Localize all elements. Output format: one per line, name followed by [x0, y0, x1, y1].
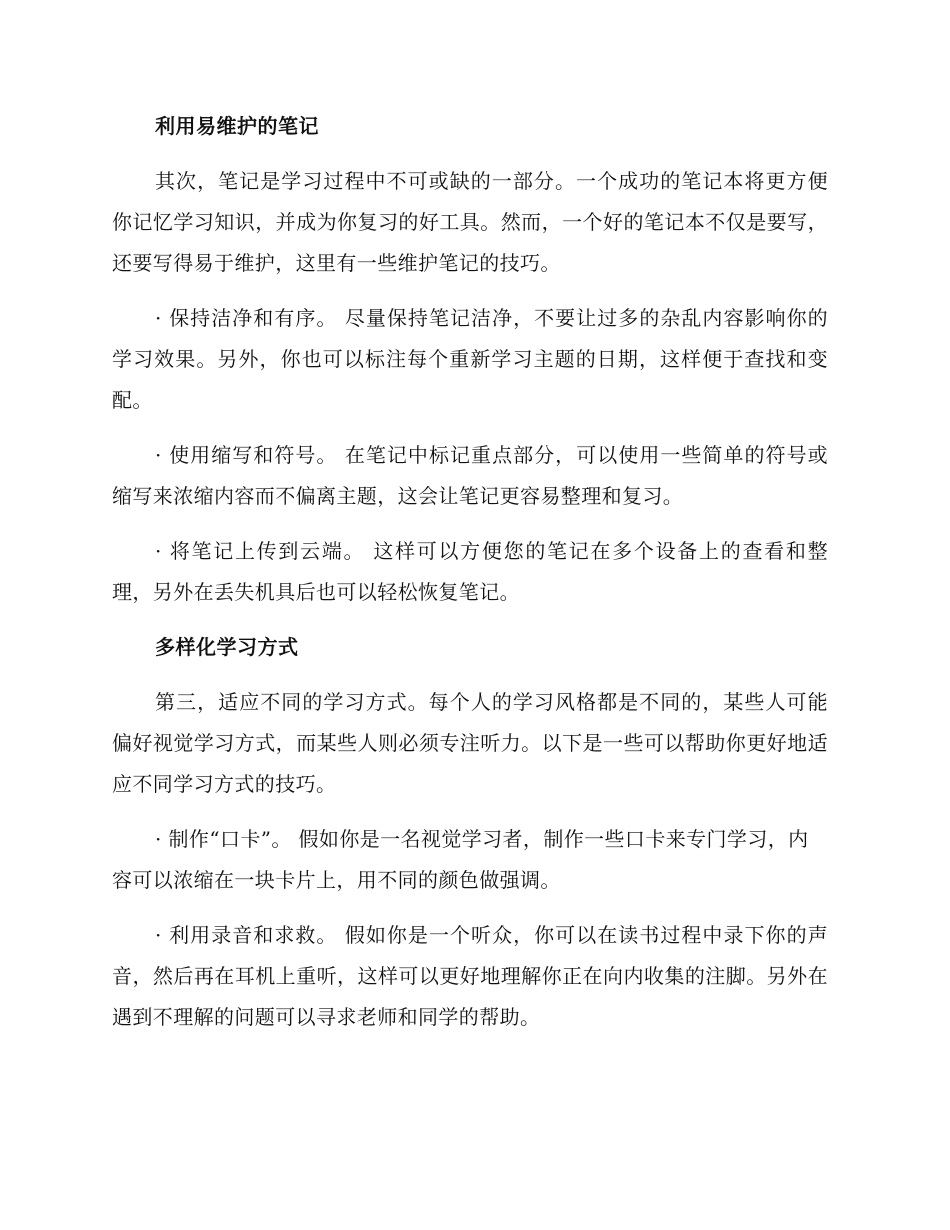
paragraph-intro: 其次，笔记是学习过程中不可或缺的一部分。一个成功的笔记本将更方便你记忆学习知识，并成为你复习的好工具。然而，一个好的笔记本不仅是要写，还要写得易于维护，这里有一些维护笔记的技巧。 [112, 169, 828, 275]
bullet-cloud-upload: · 将笔记上传到云端。 这样可以方便您的笔记在多个设备上的查看和整理，另外在丢失机具后也可以轻松恢复笔记。 [112, 539, 828, 604]
section-heading: 利用易维护的笔记 [155, 114, 319, 138]
bullet-recording: · 利用录音和求救。 假如你是一个听众，你可以在读书过程中录下你的声音，然后再在耳机上重听，这样可以更好地理解你正在向内收集的注脚。另外在遇到不理解的问题可以寻求老师和同学的帮助。 [112, 923, 828, 1029]
bullet-keep-clean: · 保持洁净和有序。 尽量保持笔记洁净，不要让过多的杂乱内容影响你的学习效果。另外，你也可以标注每个重新学习主题的日期，这样便于查找和变配。 [112, 306, 828, 412]
section-learning-styles [112, 627, 828, 1038]
bullet-abbreviations: · 使用缩写和符号。 在笔记中标记重点部分，可以使用一些简单的符号或缩写来浓缩内容而不偏离主题，这会让笔记更容易整理和复习。 [112, 443, 828, 508]
paragraph-intro: 第三，适应不同的学习方式。每个人的学习风格都是不同的，某些人可能偏好视觉学习方式，而某些人则必须专注听力。以下是一些可以帮助你更好地适应不同学习方式的技巧。 [112, 690, 828, 796]
bullet-flashcards: · 制作“口卡”。 假如你是一名视觉学习者，制作一些口卡来专门学习，内容可以浓缩在一块卡片上，用不同的颜色做强调。 [112, 827, 809, 892]
section-note-maintenance [112, 106, 828, 613]
document-body [112, 106, 828, 1052]
section-heading: 多样化学习方式 [155, 635, 299, 659]
